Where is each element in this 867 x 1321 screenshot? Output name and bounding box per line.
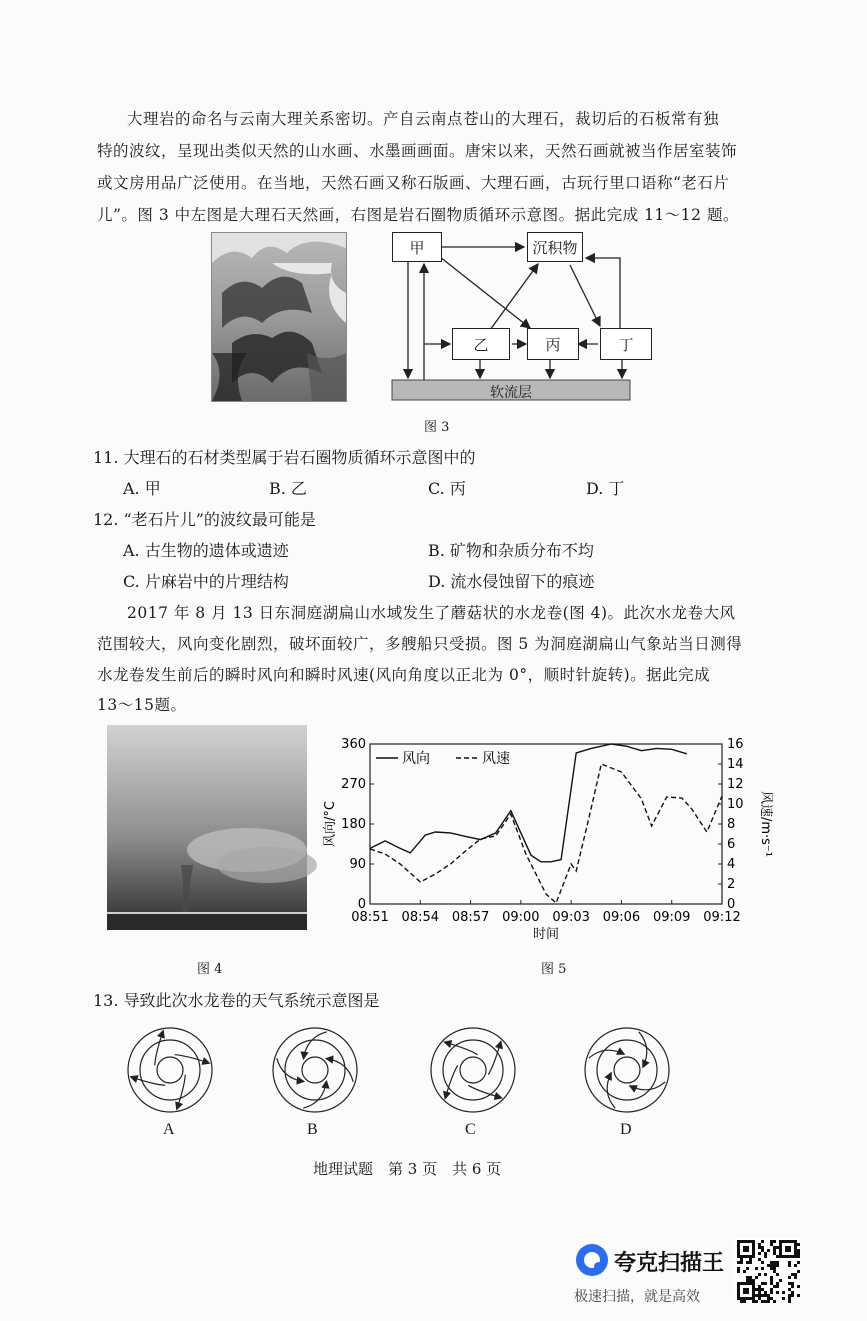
passage2-line1: 2017 年 8 月 13 日东洞庭湖扁山水域发生了蘑菇状的水龙卷(图 4)。此次水龙卷大风 [127,604,736,622]
fig4-caption: 图 4 [197,962,223,977]
passage1-line2: 特的波纹，呈现出类似天然的山水画、水墨画画面。唐宋以来，天然石画就被当作居室装饰 [97,142,738,160]
soft-layer-label: 软流层 [490,385,532,401]
y-right-tick-label: 14 [727,757,744,772]
scanner-brand: 夸克扫描王 [614,1251,725,1276]
passage1-line3: 或文房用品广泛使用。在当地，天然石画又称石版画、大理石画，古玩行里口语称“老石片 [97,174,730,192]
legend-label-wind-speed: 风速 [482,751,510,767]
q11-option-d[interactable]: D. 丁 [586,479,625,498]
x-tick-label: 08:54 [401,910,440,925]
legend-label-wind-direction: 风向 [402,751,430,767]
x-tick-label: 08:57 [451,910,490,925]
rock-box-sediment: 沉积物 [527,232,583,262]
rock-box-ding: 丁 [600,328,652,360]
passage2-line2: 范围较大，风向变化剧烈，破坏面较广，多艘船只受损。图 5 为洞庭湖扁山气象站当日测得 [97,635,743,653]
passage2-line3: 水龙卷发生前后的瞬时风向和瞬时风速(风向角度以正北为 0°，顺时针旋转)。据此完成 [97,666,711,684]
scanner-logo-icon [576,1244,608,1276]
q13-option-a[interactable]: A [163,1121,175,1138]
rock-box-yi: 乙 [452,328,510,360]
y-right-axis-label: 风速/m·s⁻¹ [758,790,773,858]
x-axis-label: 时间 [532,927,560,942]
y-tick-label: 0 [357,897,366,912]
fig5-caption: 图 5 [541,962,567,977]
scanner-watermark [572,1238,862,1318]
passage1-line1: 大理岩的命名与云南大理关系密切。产自云南点苍山的大理石，裁切后的石板常有独 [127,110,720,128]
y-axis-label: 风向/°C [323,801,338,847]
x-tick-label: 09:12 [703,910,741,925]
x-tick-label: 09:00 [502,910,540,925]
q12-option-a[interactable]: A. 古生物的遗体或遗迹 [123,541,289,560]
y-right-tick-label: 4 [727,857,736,872]
q11-stem: 11. 大理石的石材类型属于岩石圈物质循环示意图中的 [93,448,476,467]
q11-option-a[interactable]: A. 甲 [123,479,161,498]
passage2-line4: 13～15题。 [97,696,187,714]
cyclone-diagram-d[interactable] [582,1025,672,1115]
page-footer: 地理试题 第 3 页 共 6 页 [313,1160,502,1178]
q13-option-c[interactable]: C [465,1121,476,1138]
y-right-tick-label: 12 [727,777,744,792]
rock-cycle-diagram [390,230,635,405]
cyclone-diagram-c[interactable] [428,1025,518,1115]
y-tick-label: 270 [341,777,366,792]
waterspout-photo [107,725,307,930]
x-tick-label: 09:09 [652,910,691,925]
x-tick-label: 09:03 [552,910,590,925]
passage1-line4: 儿”。图 3 中左图是大理石天然画，右图是岩石圈物质循环示意图。据此完成 11～12 题。 [97,206,739,224]
cyclone-diagram-a[interactable] [125,1025,215,1115]
q11-option-c[interactable]: C. 丙 [428,479,466,498]
cyclone-diagram-b[interactable] [270,1025,360,1115]
y-tick-label: 90 [349,857,366,872]
y-right-tick-label: 16 [727,737,744,752]
rock-box-jia: 甲 [392,232,442,262]
qr-code-icon [735,1238,799,1302]
q12-option-b[interactable]: B. 矿物和杂质分布不均 [428,541,594,560]
y-right-tick-label: 0 [727,897,736,912]
x-tick-label: 09:06 [602,910,641,925]
y-tick-label: 360 [341,737,366,752]
q12-option-c[interactable]: C. 片麻岩中的片理结构 [123,572,289,591]
q13-stem: 13. 导致此次水龙卷的天气系统示意图是 [93,991,380,1010]
q13-option-d[interactable]: D [620,1121,632,1138]
marble-painting-image [211,232,347,402]
q13-option-b[interactable]: B [307,1121,318,1138]
x-tick-label: 08:51 [351,910,389,925]
y-right-tick-label: 2 [727,877,736,892]
y-right-tick-label: 10 [727,797,744,812]
y-right-tick-label: 6 [727,837,736,852]
fig3-caption: 图 3 [424,420,450,435]
y-right-tick-label: 8 [727,817,736,832]
y-tick-label: 180 [341,817,366,832]
q12-option-d[interactable]: D. 流水侵蚀留下的痕迹 [428,572,595,591]
q11-option-b[interactable]: B. 乙 [269,479,307,498]
scanner-slogan: 极速扫描，就是高效 [574,1289,700,1305]
rock-box-bing: 丙 [527,328,579,360]
q12-stem: 12. “老石片儿”的波纹最可能是 [93,510,316,529]
series-line-wind-speed [370,764,722,903]
wind-chart [322,730,773,950]
